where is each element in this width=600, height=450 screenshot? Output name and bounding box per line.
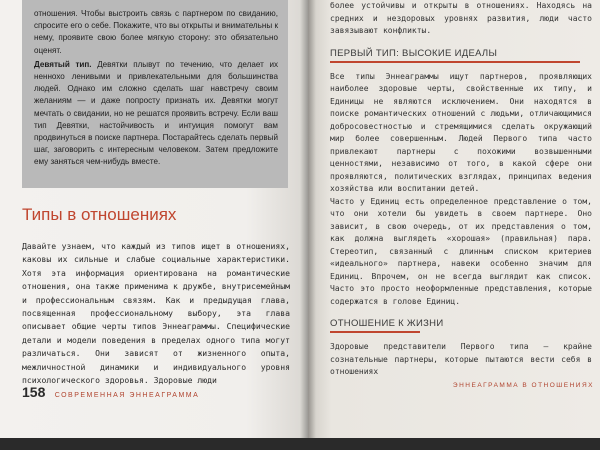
left-footer (22, 384, 199, 400)
attitude-section (330, 341, 592, 379)
heading-attitude: ОТНОШЕНИЕ К ЖИЗНИ (330, 318, 444, 329)
heading-rule (330, 61, 580, 63)
box-paragraph-2 (34, 59, 278, 169)
heading-rule-2 (330, 331, 420, 333)
sidebar-box (22, 0, 288, 188)
first-type-paragraph-1: Все типы Эннеаграммы ищут партнеров, проявляющих наиболее здоровые черты, свойственные их типу, и Единицы не являются исключением. Они находятся в поиске романтических отношений с людьми, отличающимися добросовестностью и стремящимися сделать окружающий мир более совершенным. Людей Первого типа часто привлекают партнеры с похожими возвышенными ценностями, независимо от того, в какой сфере они проявляются, политических взглядах, принципах ведения хозяйства или воспитании детей. (330, 71, 592, 193)
page-number: 158 (22, 384, 46, 400)
box-paragraph-2-text: Девятки плывут по течению, что делает их неннохо ленивыми и привлекательными для большинства людей. Однако им сложно сделать шаг навстречу своим желаниям — и даже попросту признать их. Девятки могут мечтать о свидании, но не решатся проявить встречу. Если ваш тип Девятки, настойчивость и интуиция помогут вам продвинуться в поиске партнера. Постарайтесь сделать первый шаг, заговорить с интересным человеком. Затем предложите ему заняться чем-нибудь вместе. (34, 59, 279, 167)
box-paragraph-1: отношения. Чтобы выстроить связь с партнером по свиданию, спросите его о себе. Покажите, что вы открыты и внимательны к нему, проявите свою более мягкую сторону: это обязательно оценят. (34, 9, 278, 55)
intro-paragraph: более устойчивы и открыты в отношениях. Находясь на средних и нездоровых уровнях развития, люди часто завязывают конфликты. (330, 1, 592, 35)
first-type-section (330, 71, 592, 309)
sidebar-box-text (34, 8, 278, 169)
running-title-left: СОВРЕМЕННАЯ ЭННЕАГРАММА (54, 392, 200, 399)
right-page (308, 0, 600, 440)
first-type-paragraph-2: Часто у Единиц есть определенное представление о том, что они хотели бы увидеть в своем партнере. Оно зависит, в свою очередь, от их представления о том, как должна выглядеть «хорошая» (правильная) пара. Стереотип, связанный с длинным списком критериев «идеального» партнера, навеки особенно значим для Единиц. Впрочем, он не всегда выглядит как список. Часто это просто неоформленные представления, которые содержатся в голове Единиц. (330, 196, 592, 306)
table-surface (0, 438, 600, 450)
body-paragraph-1: Давайте узнаем, что каждый из типов ищет в отношениях, каковы их сильные и слабые социальные характеристики. Хотя эта информация ориентирована на романтические отношения, она также применима к дружбе, внутрисемейным и профессиональным связям. Как и предыдущая глава, посвященная профессиональному выбору, эта глава описывает общие черты типов Эннеаграммы. Специфические детали и модели поведения в пределах одного типа могут различаться. Они зависят от жизненного опыта, межличностной динамики и индивидуального уровня психологического здоровья. Здоровые люди (22, 241, 291, 386)
right-page-content (330, 0, 592, 379)
running-title-right: ЭННЕАГРАММА В ОТНОШЕНИЯХ (452, 382, 594, 389)
heading-first-type: ПЕРВЫЙ ТИП: ВЫСОКИЕ ИДЕАЛЫ (330, 47, 498, 59)
book-spine-shadow (300, 0, 316, 445)
right-intro (330, 0, 592, 38)
section-title: Типы в отношениях (22, 205, 177, 224)
left-body-text (22, 240, 290, 387)
attitude-paragraph: Здоровые представители Первого типа — крайне сознательные партнеры, которые пытаются вести себя в отношениях (330, 342, 592, 376)
box-bold-lead: Девятый тип. (34, 59, 92, 69)
